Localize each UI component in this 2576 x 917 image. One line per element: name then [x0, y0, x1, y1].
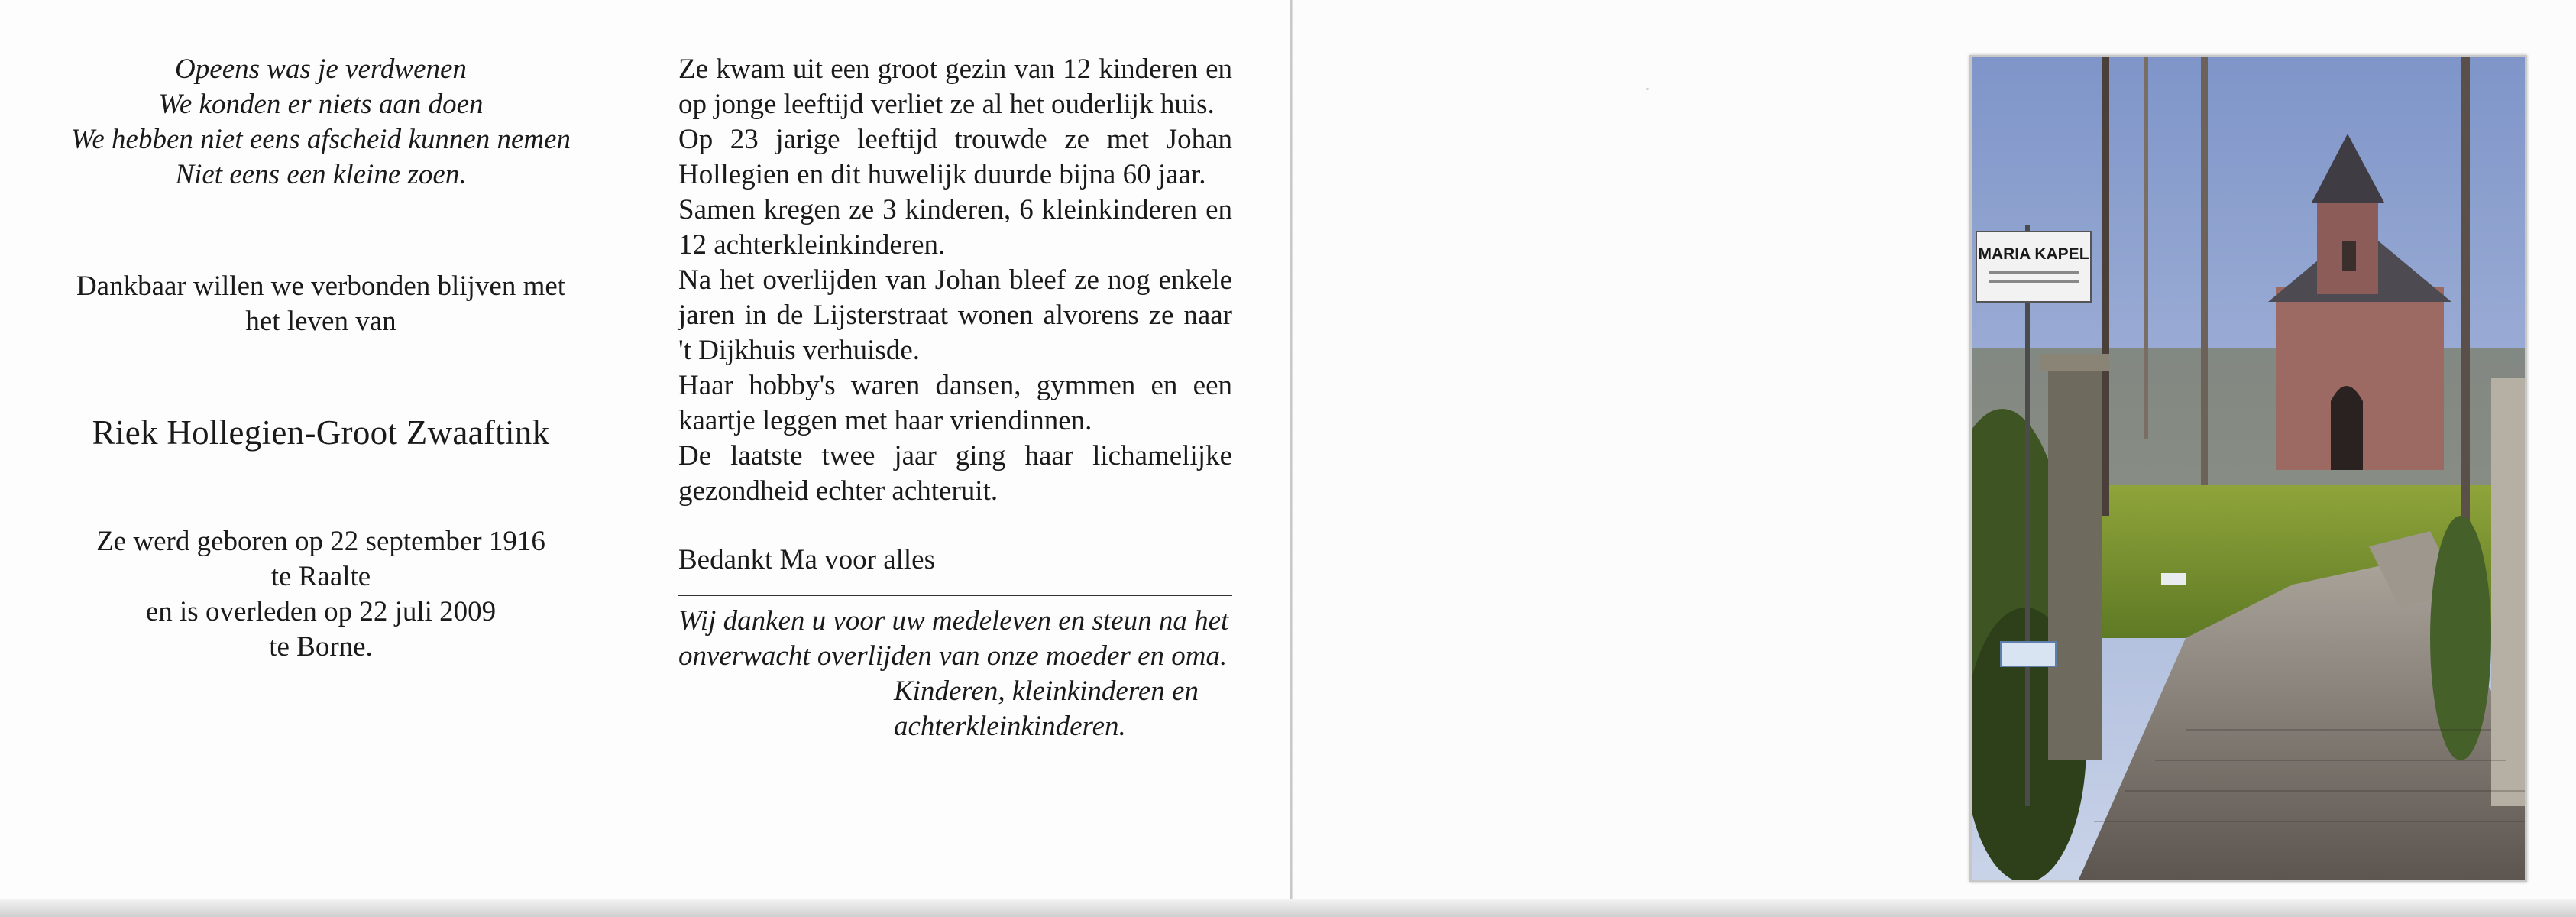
biography [678, 52, 1232, 509]
poem [31, 52, 611, 193]
birth-place: te Raalte [270, 561, 371, 592]
dedication-line: het leven van [245, 306, 396, 337]
chapel-sign [1976, 232, 2091, 302]
gratitude-paragraph: Wij danken u voor uw medeleven en steun na het onverwacht overlijden van onze moeder en oma. [678, 605, 1229, 672]
deceased-name: Riek Hollegien-Groot Zwaaftink [92, 413, 550, 452]
gratitude-text [678, 604, 1232, 674]
marker [2161, 573, 2186, 585]
dedication [31, 269, 611, 339]
death-place: te Borne. [269, 631, 373, 663]
plaque [2001, 642, 2056, 666]
biography-paragraph: Op 23 jarige leeftijd trouwde ze met Johan Hollegien en dit huwelijk duurde bijna 60 jaar. [678, 124, 1232, 190]
signature [894, 674, 1232, 744]
left-column [31, 52, 611, 665]
right-column [678, 52, 1232, 744]
biography-paragraph: Ze kwam uit een groot gezin van 12 kinderen en op jonge leeftijd verliet ze al het ouderlijk huis. [678, 53, 1232, 120]
poem-line: We konden er niets aan doen [158, 89, 484, 120]
dedication-line: Dankbaar willen we verbonden blijven met [76, 271, 566, 302]
birth-date: Ze werd geboren op 22 september 1916 [96, 526, 545, 557]
thanks-line: Bedankt Ma voor alles [678, 544, 935, 575]
card-fold [1290, 0, 1293, 917]
poem-line: Niet eens een kleine zoen. [175, 159, 467, 190]
chapel-photo [1969, 55, 2527, 882]
death-date: en is overleden op 22 juli 2009 [145, 596, 497, 627]
signature-line: achterkleinkinderen. [894, 711, 1126, 742]
scan-bottom-edge [0, 899, 2576, 917]
poem-line: We hebben niet eens afscheid kunnen nemen [70, 124, 571, 155]
paper-speck [1646, 88, 1649, 90]
biography-paragraph: De laatste twee jaar ging haar lichamelijke gezondheid echter achteruit. [678, 440, 1232, 507]
sign-title: MARIA KAPEL [1978, 245, 2089, 263]
life-dates [31, 524, 611, 665]
biography-paragraph: Haar hobby's waren dansen, gymmen en een kaartje leggen met haar vriendinnen. [678, 370, 1232, 436]
poem-line: Opeens was je verdwenen [175, 53, 467, 85]
biography-paragraph: Na het overlijden van Johan bleef ze nog enkele jaren in de Lijsterstraat wonen alvorens ze naar 't Dijkhuis verhuisde. [678, 264, 1232, 366]
biography-paragraph: Samen kregen ze 3 kinderen, 6 kleinkinderen en 12 achterkleinkinderen. [678, 194, 1232, 261]
divider [678, 595, 1232, 596]
signature-line: Kinderen, kleinkinderen en [894, 676, 1199, 707]
